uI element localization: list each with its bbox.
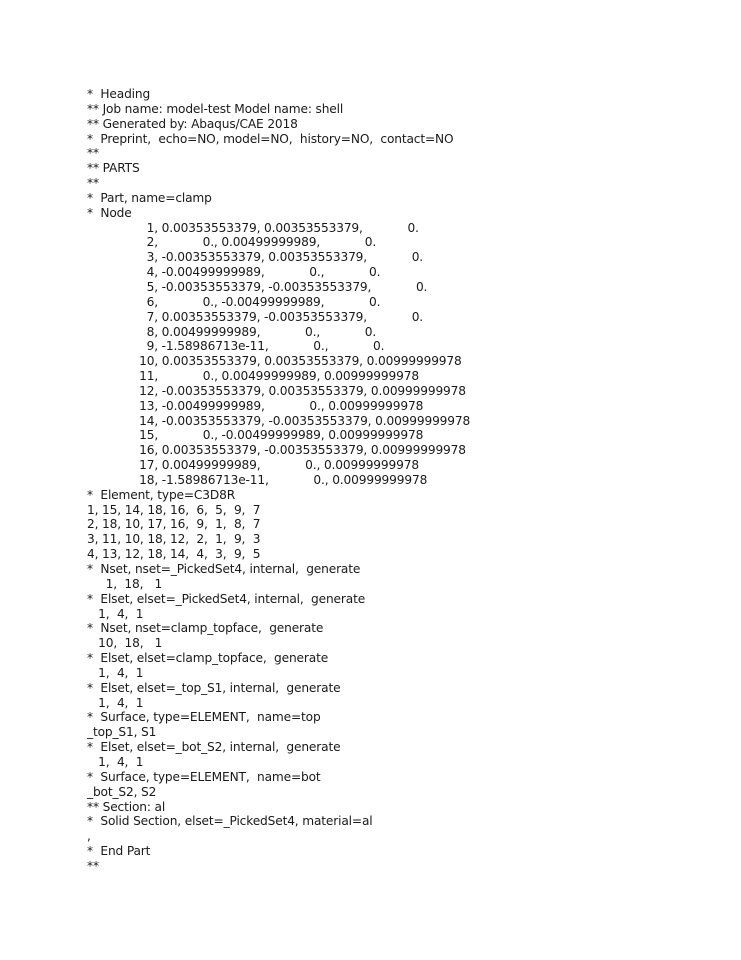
- elset-keyword-line: * Elset, elset=_bot_S2, internal, generate: [87, 740, 341, 755]
- end-part-line: * End Part: [87, 844, 151, 859]
- elset-keyword-line: * Elset, elset=_top_S1, internal, generate: [87, 680, 341, 695]
- surface-keyword-line: * Surface, type=ELEMENT, name=bot: [87, 769, 321, 784]
- heading-line: * Heading: [87, 87, 151, 101]
- set-data-line: 1, 4, 1: [87, 695, 144, 710]
- element-keyword-line: * Element, type=C3D8R: [87, 487, 236, 502]
- set-data-line: 1, 4, 1: [87, 665, 144, 680]
- node-keyword-line: * Node: [87, 205, 132, 220]
- elset-keyword-line: * Elset, elset=clamp_topface, generate: [87, 651, 329, 666]
- node-row: 7, 0.00353553379, -0.00353553379, 0.: [87, 309, 424, 324]
- node-row: 4, -0.00499999989, 0., 0.: [87, 265, 381, 280]
- section-comment-line: ** Section: al: [87, 799, 166, 814]
- element-row: 2, 18, 10, 17, 16, 9, 1, 8, 7: [87, 517, 261, 532]
- node-row: 3, -0.00353553379, 0.00353553379, 0.: [87, 250, 424, 265]
- element-row: 3, 11, 10, 18, 12, 2, 1, 9, 3: [87, 532, 261, 547]
- comment-line: **: [87, 176, 99, 191]
- preprint-line: * Preprint, echo=NO, model=NO, history=NO, contact=NO: [87, 131, 454, 146]
- node-row: 2, 0., 0.00499999989, 0.: [87, 235, 377, 250]
- node-row: 6, 0., -0.00499999989, 0.: [87, 294, 381, 309]
- job-name-line: ** Job name: model-test Model name: shell: [87, 101, 344, 116]
- generated-by-line: ** Generated by: Abaqus/CAE 2018: [87, 116, 298, 131]
- set-data-line: 1, 4, 1: [87, 606, 144, 621]
- node-row: 8, 0.00499999989, 0., 0.: [87, 324, 377, 339]
- node-row: 9, -1.58986713e-11, 0., 0.: [87, 339, 385, 354]
- node-row: 16, 0.00353553379, -0.00353553379, 0.00999999978: [87, 443, 466, 458]
- surface-data-line: _bot_S2, S2: [87, 784, 157, 799]
- set-data-line: 10, 18, 1: [87, 636, 163, 651]
- node-row: 14, -0.00353553379, -0.00353553379, 0.00999999978: [87, 413, 471, 428]
- surface-data-line: _top_S1, S1: [87, 725, 157, 740]
- element-row: 4, 13, 12, 18, 14, 4, 3, 9, 5: [87, 547, 261, 562]
- node-row: 12, -0.00353553379, 0.00353553379, 0.00999999978: [87, 383, 466, 398]
- node-row: 15, 0., -0.00499999989, 0.00999999978: [87, 428, 424, 443]
- nset-keyword-line: * Nset, nset=_PickedSet4, internal, generate: [87, 562, 361, 576]
- elset-keyword-line: * Elset, elset=_PickedSet4, internal, generate: [87, 591, 366, 606]
- node-row: 18, -1.58986713e-11, 0., 0.00999999978: [87, 472, 428, 487]
- set-data-line: 1, 18, 1: [87, 576, 163, 591]
- comment-line: **: [87, 146, 99, 161]
- surface-keyword-line: * Surface, type=ELEMENT, name=top: [87, 710, 321, 725]
- node-row: 13, -0.00499999989, 0., 0.00999999978: [87, 398, 424, 413]
- element-row: 1, 15, 14, 18, 16, 6, 5, 9, 7: [87, 502, 261, 517]
- parts-comment-line: ** PARTS: [87, 161, 140, 176]
- set-data-line: 1, 4, 1: [87, 754, 144, 769]
- section-data-line: ,: [87, 829, 91, 844]
- document-page: [87, 87, 727, 874]
- node-row: 17, 0.00499999989, 0., 0.00999999978: [87, 458, 419, 473]
- part-line: * Part, name=clamp: [87, 190, 212, 205]
- node-row: 5, -0.00353553379, -0.00353553379, 0.: [87, 279, 428, 294]
- nset-keyword-line: * Nset, nset=clamp_topface, generate: [87, 621, 324, 636]
- node-row: 10, 0.00353553379, 0.00353553379, 0.00999999978: [87, 354, 462, 369]
- comment-line: **: [87, 858, 99, 873]
- node-row: 1, 0.00353553379, 0.00353553379, 0.: [87, 220, 419, 235]
- solid-section-line: * Solid Section, elset=_PickedSet4, material=al: [87, 814, 373, 829]
- node-row: 11, 0., 0.00499999989, 0.00999999978: [87, 369, 419, 384]
